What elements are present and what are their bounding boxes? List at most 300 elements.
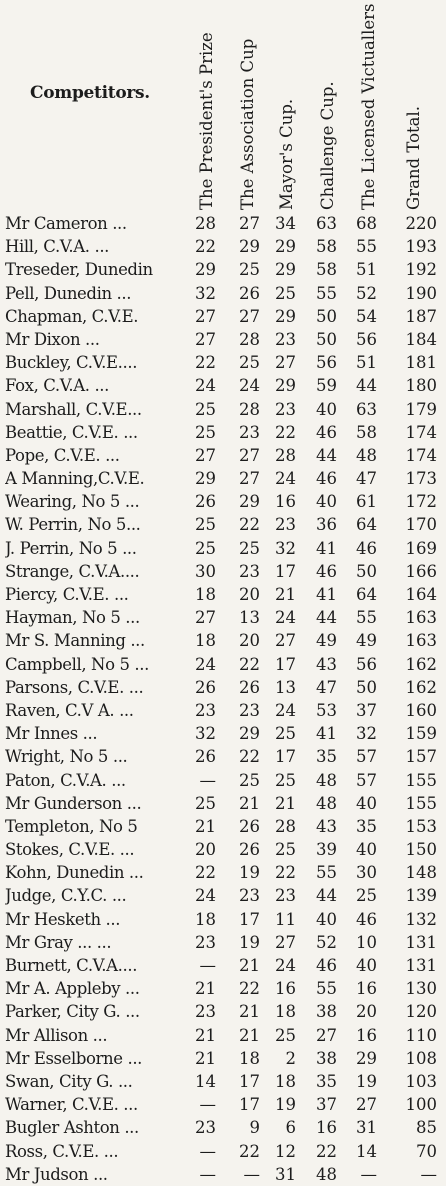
grand-total-score: 131: [405, 932, 437, 952]
mayors-cup-score: 29: [275, 376, 296, 396]
licensed-victuallers-score: 27: [356, 1095, 377, 1115]
licensed-victuallers-score: 32: [356, 724, 377, 744]
column-header-grand-total: Grand Total.: [404, 106, 423, 210]
challenge-cup-score: 16: [316, 1118, 337, 1138]
challenge-cup-score: 50: [316, 329, 337, 349]
grand-total-score: 174: [405, 422, 437, 442]
competitor-name: Swan, City G. ...: [5, 1071, 133, 1091]
association-cup-score: 23: [239, 422, 260, 442]
presidents-prize-score: 24: [195, 654, 216, 674]
competitor-name: Fox, C.V.A. ...: [5, 376, 109, 396]
table-row: [0, 977, 446, 1000]
table-row: [0, 467, 446, 490]
licensed-victuallers-score: 40: [356, 956, 377, 975]
table-row: [0, 235, 446, 258]
presidents-prize-score: —: [199, 1141, 216, 1161]
association-cup-score: 29: [239, 724, 260, 744]
mayors-cup-score: 25: [275, 1025, 296, 1045]
association-cup-score: 28: [239, 399, 260, 419]
presidents-prize-score: —: [199, 956, 216, 975]
competitor-name: Mr Innes ...: [5, 724, 98, 744]
licensed-victuallers-score: 20: [356, 1002, 377, 1022]
grand-total-score: 162: [405, 654, 437, 674]
licensed-victuallers-score: 54: [356, 306, 377, 326]
table-row: [0, 884, 446, 907]
competitor-name: Mr Cameron ...: [5, 214, 127, 233]
licensed-victuallers-score: 51: [356, 353, 377, 373]
mayors-cup-score: 23: [275, 515, 296, 535]
presidents-prize-score: 23: [195, 1118, 216, 1138]
results-table: [0, 212, 446, 1186]
mayors-cup-score: 18: [275, 1071, 296, 1091]
challenge-cup-score: 41: [316, 538, 337, 558]
challenge-cup-score: 43: [316, 816, 337, 836]
competitor-name: Mr Esselborne ...: [5, 1048, 143, 1068]
mayors-cup-score: 23: [275, 329, 296, 349]
grand-total-score: 148: [405, 863, 437, 883]
association-cup-score: 26: [239, 283, 260, 303]
licensed-victuallers-score: 49: [356, 631, 377, 651]
presidents-prize-score: 24: [195, 376, 216, 396]
association-cup-score: 26: [239, 816, 260, 836]
association-cup-score: 17: [239, 1071, 260, 1091]
licensed-victuallers-score: 55: [356, 237, 377, 257]
mayors-cup-score: 28: [275, 816, 296, 836]
table-row: [0, 212, 446, 235]
competitor-name: Parker, City G. ...: [5, 1002, 140, 1022]
association-cup-score: 22: [239, 747, 260, 767]
competitors-label: Competitors.: [30, 83, 150, 103]
challenge-cup-score: 59: [316, 376, 337, 396]
mayors-cup-score: 21: [275, 793, 296, 813]
presidents-prize-score: 21: [195, 1025, 216, 1045]
presidents-prize-score: 32: [195, 283, 216, 303]
grand-total-score: 169: [405, 538, 437, 558]
challenge-cup-score: 46: [316, 561, 337, 581]
mayors-cup-score: 23: [275, 399, 296, 419]
licensed-victuallers-score: 19: [356, 1071, 377, 1091]
challenge-cup-score: 38: [316, 1048, 337, 1068]
competitor-name: Strange, C.V.A....: [5, 561, 140, 581]
association-cup-score: 23: [239, 700, 260, 720]
mayors-cup-score: 24: [275, 956, 296, 975]
association-cup-score: 21: [239, 1025, 260, 1045]
competitor-name: W. Perrin, No 5...: [5, 515, 141, 535]
grand-total-score: 159: [405, 724, 437, 744]
competitor-name: Wearing, No 5 ...: [5, 492, 140, 512]
grand-total-score: 70: [416, 1141, 437, 1161]
table-row: [0, 745, 446, 768]
presidents-prize-score: 21: [195, 816, 216, 836]
grand-total-score: 130: [405, 979, 437, 999]
challenge-cup-score: 58: [316, 237, 337, 257]
table-row: [0, 328, 446, 351]
grand-total-score: 150: [405, 840, 437, 860]
presidents-prize-score: 30: [195, 561, 216, 581]
licensed-victuallers-score: 50: [356, 677, 377, 697]
licensed-victuallers-score: 16: [356, 979, 377, 999]
licensed-victuallers-score: 48: [356, 445, 377, 465]
competitor-name: Mr Hesketh ...: [5, 909, 121, 929]
association-cup-score: 26: [239, 677, 260, 697]
table-row: [0, 954, 446, 977]
column-header-association-cup: The Association Cup: [238, 38, 257, 210]
table-row: [0, 931, 446, 954]
mayors-cup-score: 2: [285, 1048, 296, 1068]
mayors-cup-score: 11: [275, 909, 296, 929]
mayors-cup-score: 27: [275, 932, 296, 952]
association-cup-score: 22: [239, 1141, 260, 1161]
licensed-victuallers-score: 29: [356, 1048, 377, 1068]
presidents-prize-score: 22: [195, 863, 216, 883]
challenge-cup-score: 37: [316, 1095, 337, 1115]
grand-total-score: 193: [405, 237, 437, 257]
challenge-cup-score: 44: [316, 886, 337, 906]
association-cup-score: 19: [239, 932, 260, 952]
licensed-victuallers-score: 44: [356, 376, 377, 396]
challenge-cup-score: 55: [316, 863, 337, 883]
presidents-prize-score: 25: [195, 399, 216, 419]
licensed-victuallers-score: 64: [356, 515, 377, 535]
challenge-cup-score: 50: [316, 306, 337, 326]
licensed-victuallers-score: 35: [356, 816, 377, 836]
association-cup-score: 22: [239, 979, 260, 999]
association-cup-score: 25: [239, 353, 260, 373]
challenge-cup-score: 52: [316, 932, 337, 952]
table-row: [0, 398, 446, 421]
mayors-cup-score: 31: [275, 1164, 296, 1184]
table-row: [0, 1163, 446, 1186]
mayors-cup-score: 24: [275, 700, 296, 720]
table-row: [0, 861, 446, 884]
presidents-prize-score: 22: [195, 237, 216, 257]
presidents-prize-score: 27: [195, 329, 216, 349]
table-row: [0, 374, 446, 397]
association-cup-score: 13: [239, 608, 260, 628]
presidents-prize-score: 23: [195, 1002, 216, 1022]
mayors-cup-score: 25: [275, 770, 296, 790]
grand-total-score: 108: [405, 1048, 437, 1068]
challenge-cup-score: 55: [316, 979, 337, 999]
association-cup-score: 9: [249, 1118, 260, 1138]
table-row: [0, 560, 446, 583]
mayors-cup-score: 19: [275, 1095, 296, 1115]
table-row: [0, 583, 446, 606]
competitor-name: Buckley, C.V.E....: [5, 353, 138, 373]
column-header-challenge-cup: Challenge Cup.: [318, 81, 337, 210]
presidents-prize-score: 18: [195, 585, 216, 604]
challenge-cup-score: 41: [316, 585, 337, 604]
competitor-name: Kohn, Dunedin ...: [5, 863, 144, 883]
table-row: [0, 1116, 446, 1139]
competitor-name: Treseder, Dunedin: [5, 260, 153, 280]
competitor-name: Mr Gray ... ...: [5, 932, 112, 952]
association-cup-score: 25: [239, 538, 260, 558]
challenge-cup-score: 56: [316, 353, 337, 373]
grand-total-score: —: [420, 1164, 437, 1184]
association-cup-score: 27: [239, 469, 260, 489]
mayors-cup-score: 29: [275, 306, 296, 326]
grand-total-score: 153: [405, 816, 437, 836]
mayors-cup-score: 22: [275, 863, 296, 883]
grand-total-score: 85: [416, 1118, 437, 1138]
mayors-cup-score: 17: [275, 747, 296, 767]
association-cup-score: 26: [239, 840, 260, 860]
licensed-victuallers-score: 46: [356, 538, 377, 558]
table-row: [0, 908, 446, 931]
table-row: [0, 305, 446, 328]
presidents-prize-score: 29: [195, 260, 216, 280]
licensed-victuallers-score: 14: [356, 1141, 377, 1161]
association-cup-score: 18: [239, 1048, 260, 1068]
table-header: [0, 0, 446, 212]
association-cup-score: 22: [239, 654, 260, 674]
grand-total-score: 131: [405, 956, 437, 975]
table-row: [0, 676, 446, 699]
mayors-cup-score: 24: [275, 469, 296, 489]
association-cup-score: 19: [239, 863, 260, 883]
presidents-prize-score: 23: [195, 700, 216, 720]
table-row: [0, 792, 446, 815]
table-row: [0, 722, 446, 745]
licensed-victuallers-score: 25: [356, 886, 377, 906]
challenge-cup-score: 49: [316, 631, 337, 651]
challenge-cup-score: 58: [316, 260, 337, 280]
mayors-cup-score: 17: [275, 654, 296, 674]
grand-total-score: 110: [405, 1025, 437, 1045]
mayors-cup-score: 34: [275, 214, 296, 233]
association-cup-score: 17: [239, 909, 260, 929]
licensed-victuallers-score: 50: [356, 561, 377, 581]
grand-total-score: 155: [405, 793, 437, 813]
competitor-name: Stokes, C.V.E. ...: [5, 840, 135, 860]
grand-total-score: 139: [405, 886, 437, 906]
licensed-victuallers-score: —: [360, 1164, 377, 1184]
competitor-name: Pell, Dunedin ...: [5, 283, 132, 303]
presidents-prize-score: 20: [195, 840, 216, 860]
challenge-cup-score: 22: [316, 1141, 337, 1161]
association-cup-score: 21: [239, 1002, 260, 1022]
challenge-cup-score: 55: [316, 283, 337, 303]
licensed-victuallers-score: 51: [356, 260, 377, 280]
competitor-name: Beattie, C.V.E. ...: [5, 422, 138, 442]
challenge-cup-score: 48: [316, 793, 337, 813]
grand-total-score: 162: [405, 677, 437, 697]
challenge-cup-score: 36: [316, 515, 337, 535]
association-cup-score: 25: [239, 260, 260, 280]
challenge-cup-score: 48: [316, 1164, 337, 1184]
association-cup-score: 25: [239, 770, 260, 790]
presidents-prize-score: 28: [195, 214, 216, 233]
competitor-name: Pope, C.V.E. ...: [5, 445, 120, 465]
licensed-victuallers-score: 47: [356, 469, 377, 489]
table-row: [0, 1047, 446, 1070]
grand-total-score: 100: [405, 1095, 437, 1115]
presidents-prize-score: 25: [195, 515, 216, 535]
mayors-cup-score: 27: [275, 631, 296, 651]
presidents-prize-score: 14: [195, 1071, 216, 1091]
grand-total-score: 157: [405, 747, 437, 767]
grand-total-score: 132: [405, 909, 437, 929]
licensed-victuallers-score: 40: [356, 840, 377, 860]
presidents-prize-score: 29: [195, 469, 216, 489]
presidents-prize-score: 23: [195, 932, 216, 952]
mayors-cup-score: 17: [275, 561, 296, 581]
competitor-name: Marshall, C.V.E...: [5, 399, 142, 419]
association-cup-score: 23: [239, 886, 260, 906]
challenge-cup-score: 47: [316, 677, 337, 697]
column-header-mayors-cup: Mayor's Cup.: [277, 98, 296, 210]
presidents-prize-score: 24: [195, 886, 216, 906]
association-cup-score: 28: [239, 329, 260, 349]
grand-total-score: 173: [405, 469, 437, 489]
competitor-name: Piercy, C.V.E. ...: [5, 585, 129, 604]
association-cup-score: 24: [239, 376, 260, 396]
competitor-name: Parsons, C.V.E. ...: [5, 677, 144, 697]
licensed-victuallers-score: 56: [356, 654, 377, 674]
grand-total-score: 170: [405, 515, 437, 535]
table-row: [0, 1140, 446, 1163]
grand-total-score: 155: [405, 770, 437, 790]
association-cup-score: 21: [239, 956, 260, 975]
table-row: [0, 653, 446, 676]
mayors-cup-score: 21: [275, 585, 296, 604]
challenge-cup-score: 40: [316, 399, 337, 419]
presidents-prize-score: 21: [195, 979, 216, 999]
presidents-prize-score: 25: [195, 793, 216, 813]
association-cup-score: 23: [239, 561, 260, 581]
competitor-name: Campbell, No 5 ...: [5, 654, 149, 674]
licensed-victuallers-score: 37: [356, 700, 377, 720]
challenge-cup-score: 38: [316, 1002, 337, 1022]
mayors-cup-score: 32: [275, 538, 296, 558]
grand-total-score: 163: [405, 608, 437, 628]
licensed-victuallers-score: 56: [356, 329, 377, 349]
grand-total-score: 120: [405, 1002, 437, 1022]
grand-total-score: 192: [405, 260, 437, 280]
licensed-victuallers-score: 16: [356, 1025, 377, 1045]
mayors-cup-score: 29: [275, 260, 296, 280]
grand-total-score: 174: [405, 445, 437, 465]
presidents-prize-score: 22: [195, 353, 216, 373]
presidents-prize-score: 18: [195, 631, 216, 651]
challenge-cup-score: 43: [316, 654, 337, 674]
challenge-cup-score: 41: [316, 724, 337, 744]
competitor-name: Chapman, C.V.E.: [5, 306, 139, 326]
association-cup-score: 29: [239, 492, 260, 512]
presidents-prize-score: 26: [195, 677, 216, 697]
competitor-name: Paton, C.V.A. ...: [5, 770, 126, 790]
mayors-cup-score: 18: [275, 1002, 296, 1022]
mayors-cup-score: 29: [275, 237, 296, 257]
table-row: [0, 699, 446, 722]
association-cup-score: 29: [239, 237, 260, 257]
table-row: [0, 282, 446, 305]
grand-total-score: 166: [405, 561, 437, 581]
licensed-victuallers-score: 57: [356, 747, 377, 767]
mayors-cup-score: 25: [275, 724, 296, 744]
licensed-victuallers-score: 10: [356, 932, 377, 952]
competitor-name: Judge, C.Y.C. ...: [5, 886, 127, 906]
mayors-cup-score: 28: [275, 445, 296, 465]
mayors-cup-score: 12: [275, 1141, 296, 1161]
table-row: [0, 815, 446, 838]
table-row: [0, 606, 446, 629]
table-row: [0, 1070, 446, 1093]
table-row: [0, 537, 446, 560]
competitor-name: Bugler Ashton ...: [5, 1118, 139, 1138]
grand-total-score: 220: [405, 214, 437, 233]
presidents-prize-score: —: [199, 770, 216, 790]
competitor-name: Burnett, C.V.A....: [5, 956, 138, 975]
licensed-victuallers-score: 55: [356, 608, 377, 628]
mayors-cup-score: 27: [275, 353, 296, 373]
competitor-name: Ross, C.V.E. ...: [5, 1141, 119, 1161]
challenge-cup-score: 35: [316, 747, 337, 767]
presidents-prize-score: 25: [195, 422, 216, 442]
presidents-prize-score: 18: [195, 909, 216, 929]
table-row: [0, 629, 446, 652]
challenge-cup-score: 35: [316, 1071, 337, 1091]
competitor-name: Mr A. Appleby ...: [5, 979, 140, 999]
licensed-victuallers-score: 40: [356, 793, 377, 813]
competitor-name: Mr Gunderson ...: [5, 793, 142, 813]
grand-total-score: 190: [405, 283, 437, 303]
presidents-prize-score: 21: [195, 1048, 216, 1068]
grand-total-score: 187: [405, 306, 437, 326]
association-cup-score: 20: [239, 631, 260, 651]
table-row: [0, 1093, 446, 1116]
table-row: [0, 838, 446, 861]
licensed-victuallers-score: 31: [356, 1118, 377, 1138]
grand-total-score: 184: [405, 329, 437, 349]
licensed-victuallers-score: 52: [356, 283, 377, 303]
grand-total-score: 163: [405, 631, 437, 651]
grand-total-score: 172: [405, 492, 437, 512]
licensed-victuallers-score: 46: [356, 909, 377, 929]
competitor-name: Warner, C.V.E. ...: [5, 1095, 138, 1115]
challenge-cup-score: 53: [316, 700, 337, 720]
mayors-cup-score: 16: [275, 979, 296, 999]
column-header-presidents-prize: The President's Prize: [197, 32, 216, 210]
presidents-prize-score: —: [199, 1164, 216, 1184]
mayors-cup-score: 25: [275, 283, 296, 303]
challenge-cup-score: 48: [316, 770, 337, 790]
mayors-cup-score: 23: [275, 886, 296, 906]
challenge-cup-score: 46: [316, 956, 337, 975]
licensed-victuallers-score: 57: [356, 770, 377, 790]
presidents-prize-score: —: [199, 1095, 216, 1115]
mayors-cup-score: 25: [275, 840, 296, 860]
challenge-cup-score: 40: [316, 492, 337, 512]
challenge-cup-score: 40: [316, 909, 337, 929]
licensed-victuallers-score: 64: [356, 585, 377, 604]
challenge-cup-score: 46: [316, 469, 337, 489]
licensed-victuallers-score: 30: [356, 863, 377, 883]
table-row: [0, 351, 446, 374]
competitor-name: Mr Allison ...: [5, 1025, 108, 1045]
presidents-prize-score: 26: [195, 747, 216, 767]
competitor-name: Templeton, No 5: [5, 816, 138, 836]
association-cup-score: 22: [239, 515, 260, 535]
competitor-name: Hill, C.V.A. ...: [5, 237, 110, 257]
mayors-cup-score: 16: [275, 492, 296, 512]
table-row: [0, 1000, 446, 1023]
licensed-victuallers-score: 63: [356, 399, 377, 419]
mayors-cup-score: 22: [275, 422, 296, 442]
association-cup-score: 27: [239, 306, 260, 326]
competitor-name: Mr S. Manning ...: [5, 631, 145, 651]
